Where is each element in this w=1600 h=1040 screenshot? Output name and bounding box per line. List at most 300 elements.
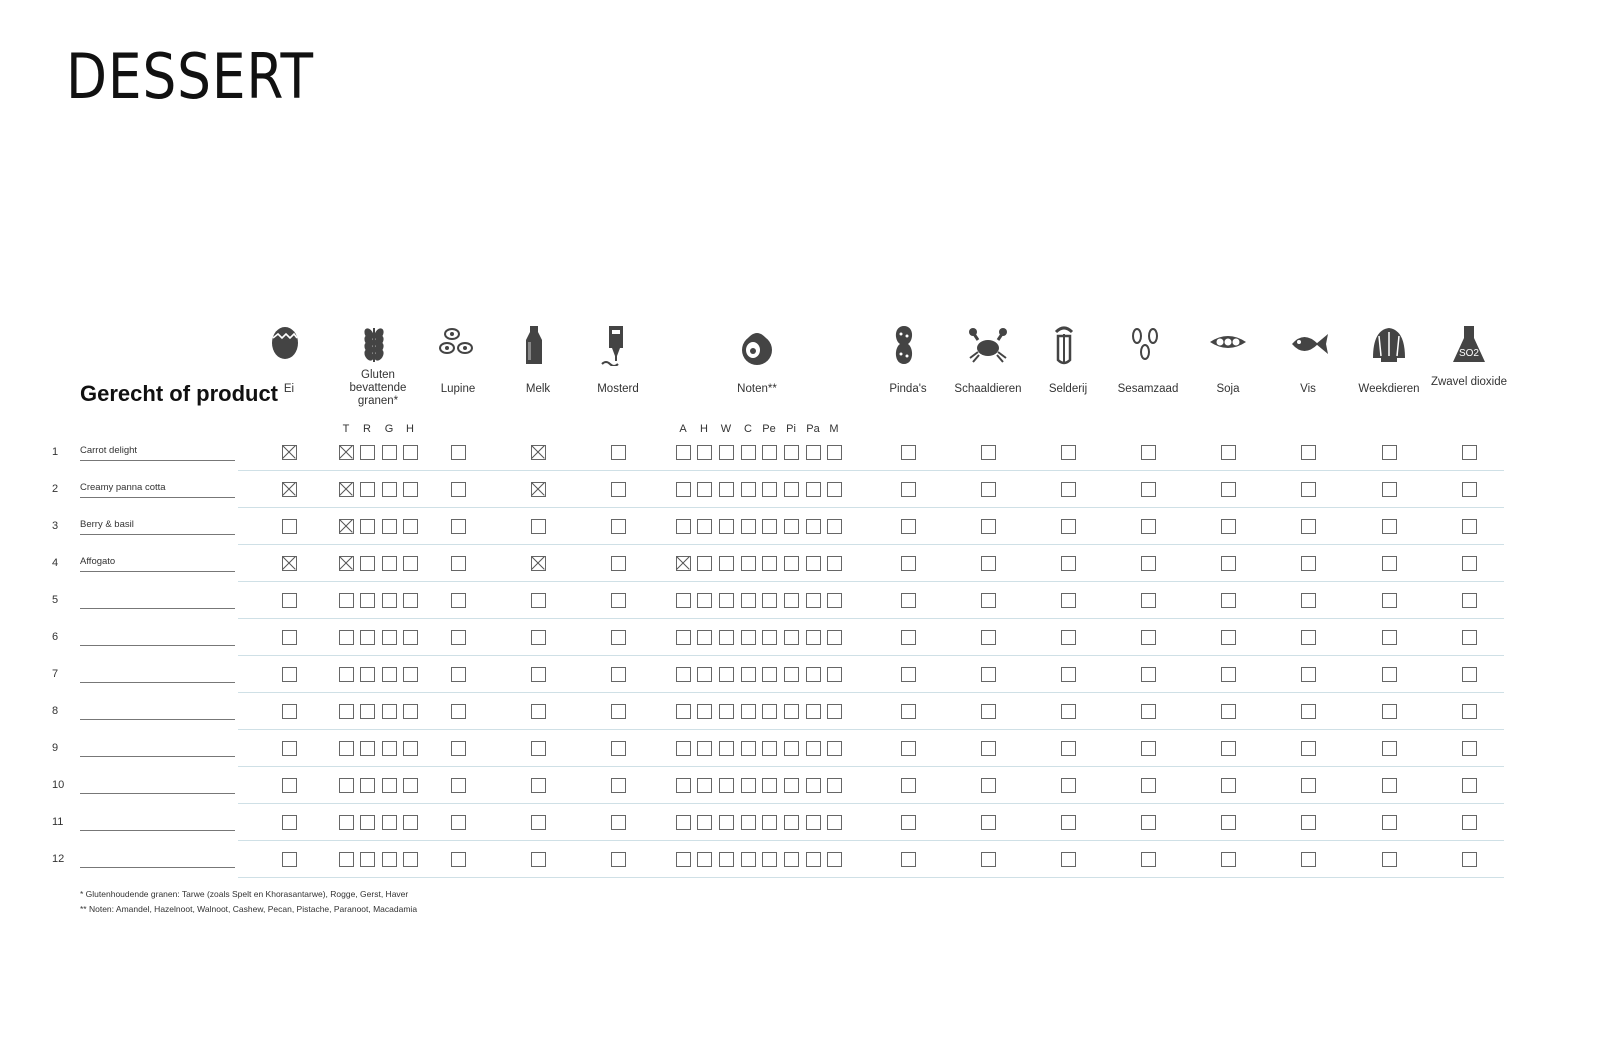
allergen-checkbox-lupine[interactable] (451, 630, 466, 645)
dish-name-field[interactable] (80, 703, 235, 720)
allergen-checkbox-vis[interactable] (1301, 741, 1316, 756)
allergen-checkbox-noten-C[interactable] (741, 593, 756, 608)
allergen-checkbox-soja[interactable] (1221, 741, 1236, 756)
allergen-checkbox-gluten-T[interactable] (339, 852, 354, 867)
allergen-checkbox-noten-Pi[interactable] (784, 741, 799, 756)
allergen-checkbox-melk[interactable] (531, 667, 546, 682)
allergen-checkbox-selderij[interactable] (1061, 630, 1076, 645)
allergen-checkbox-lupine[interactable] (451, 593, 466, 608)
allergen-checkbox-noten-H[interactable] (697, 519, 712, 534)
allergen-checkbox-gluten-R[interactable] (360, 667, 375, 682)
allergen-checkbox-gluten-R[interactable] (360, 741, 375, 756)
allergen-checkbox-noten-A[interactable] (676, 704, 691, 719)
allergen-checkbox-noten-C[interactable] (741, 741, 756, 756)
allergen-checkbox-melk[interactable] (531, 704, 546, 719)
allergen-checkbox-noten-Pa[interactable] (806, 815, 821, 830)
allergen-checkbox-noten-M[interactable] (827, 630, 842, 645)
allergen-checkbox-noten-Pe[interactable] (762, 482, 777, 497)
allergen-checkbox-noten-Pa[interactable] (806, 704, 821, 719)
allergen-checkbox-gluten-G[interactable] (382, 741, 397, 756)
dish-name-field[interactable]: Berry & basil (80, 518, 235, 535)
allergen-checkbox-noten-C[interactable] (741, 815, 756, 830)
allergen-checkbox-schaaldieren[interactable] (981, 667, 996, 682)
allergen-checkbox-noten-Pe[interactable] (762, 630, 777, 645)
allergen-checkbox-noten-Pi[interactable] (784, 556, 799, 571)
allergen-checkbox-pindas[interactable] (901, 593, 916, 608)
dish-name-field[interactable] (80, 592, 235, 609)
allergen-checkbox-noten-M[interactable] (827, 778, 842, 793)
allergen-checkbox-mosterd[interactable] (611, 593, 626, 608)
allergen-checkbox-noten-Pi[interactable] (784, 593, 799, 608)
allergen-checkbox-gluten-H[interactable] (403, 778, 418, 793)
dish-name-field[interactable] (80, 666, 235, 683)
allergen-checkbox-weekdieren[interactable] (1382, 741, 1397, 756)
allergen-checkbox-noten-C[interactable] (741, 630, 756, 645)
allergen-checkbox-ei[interactable] (282, 593, 297, 608)
allergen-checkbox-noten-Pa[interactable] (806, 778, 821, 793)
dish-name-field[interactable]: Creamy panna cotta (80, 481, 235, 498)
allergen-checkbox-zwavel[interactable] (1462, 741, 1477, 756)
allergen-checkbox-vis[interactable] (1301, 556, 1316, 571)
allergen-checkbox-noten-A[interactable] (676, 630, 691, 645)
dish-name-field[interactable] (80, 814, 235, 831)
allergen-checkbox-gluten-G[interactable] (382, 667, 397, 682)
allergen-checkbox-gluten-G[interactable] (382, 852, 397, 867)
allergen-checkbox-noten-Pi[interactable] (784, 482, 799, 497)
allergen-checkbox-zwavel[interactable] (1462, 704, 1477, 719)
dish-name-field[interactable] (80, 777, 235, 794)
allergen-checkbox-noten-M[interactable] (827, 667, 842, 682)
allergen-checkbox-melk[interactable] (531, 815, 546, 830)
allergen-checkbox-pindas[interactable] (901, 815, 916, 830)
allergen-checkbox-zwavel[interactable] (1462, 445, 1477, 460)
allergen-checkbox-noten-Pa[interactable] (806, 667, 821, 682)
allergen-checkbox-ei[interactable] (282, 852, 297, 867)
allergen-checkbox-noten-Pe[interactable] (762, 741, 777, 756)
allergen-checkbox-vis[interactable] (1301, 704, 1316, 719)
allergen-checkbox-gluten-R[interactable] (360, 482, 375, 497)
allergen-checkbox-noten-Pa[interactable] (806, 852, 821, 867)
allergen-checkbox-gluten-T[interactable] (339, 556, 354, 571)
allergen-checkbox-noten-C[interactable] (741, 445, 756, 460)
allergen-checkbox-noten-H[interactable] (697, 630, 712, 645)
allergen-checkbox-noten-Pe[interactable] (762, 704, 777, 719)
allergen-checkbox-weekdieren[interactable] (1382, 593, 1397, 608)
allergen-checkbox-zwavel[interactable] (1462, 482, 1477, 497)
allergen-checkbox-selderij[interactable] (1061, 445, 1076, 460)
allergen-checkbox-gluten-G[interactable] (382, 815, 397, 830)
allergen-checkbox-vis[interactable] (1301, 519, 1316, 534)
allergen-checkbox-gluten-H[interactable] (403, 741, 418, 756)
allergen-checkbox-noten-Pe[interactable] (762, 519, 777, 534)
allergen-checkbox-noten-Pi[interactable] (784, 445, 799, 460)
allergen-checkbox-weekdieren[interactable] (1382, 778, 1397, 793)
allergen-checkbox-zwavel[interactable] (1462, 593, 1477, 608)
allergen-checkbox-gluten-H[interactable] (403, 704, 418, 719)
allergen-checkbox-noten-C[interactable] (741, 852, 756, 867)
allergen-checkbox-weekdieren[interactable] (1382, 852, 1397, 867)
allergen-checkbox-vis[interactable] (1301, 593, 1316, 608)
allergen-checkbox-noten-C[interactable] (741, 778, 756, 793)
allergen-checkbox-vis[interactable] (1301, 667, 1316, 682)
allergen-checkbox-sesamzaad[interactable] (1141, 593, 1156, 608)
allergen-checkbox-schaaldieren[interactable] (981, 704, 996, 719)
allergen-checkbox-noten-Pi[interactable] (784, 519, 799, 534)
allergen-checkbox-ei[interactable] (282, 519, 297, 534)
allergen-checkbox-noten-A[interactable] (676, 667, 691, 682)
allergen-checkbox-gluten-G[interactable] (382, 556, 397, 571)
allergen-checkbox-lupine[interactable] (451, 852, 466, 867)
allergen-checkbox-ei[interactable] (282, 704, 297, 719)
allergen-checkbox-weekdieren[interactable] (1382, 482, 1397, 497)
allergen-checkbox-ei[interactable] (282, 667, 297, 682)
allergen-checkbox-soja[interactable] (1221, 630, 1236, 645)
allergen-checkbox-noten-M[interactable] (827, 556, 842, 571)
allergen-checkbox-noten-A[interactable] (676, 741, 691, 756)
allergen-checkbox-gluten-H[interactable] (403, 519, 418, 534)
allergen-checkbox-selderij[interactable] (1061, 556, 1076, 571)
allergen-checkbox-ei[interactable] (282, 815, 297, 830)
allergen-checkbox-sesamzaad[interactable] (1141, 630, 1156, 645)
allergen-checkbox-melk[interactable] (531, 482, 546, 497)
allergen-checkbox-weekdieren[interactable] (1382, 519, 1397, 534)
allergen-checkbox-mosterd[interactable] (611, 741, 626, 756)
allergen-checkbox-noten-H[interactable] (697, 556, 712, 571)
allergen-checkbox-noten-A[interactable] (676, 519, 691, 534)
allergen-checkbox-soja[interactable] (1221, 593, 1236, 608)
allergen-checkbox-melk[interactable] (531, 630, 546, 645)
allergen-checkbox-weekdieren[interactable] (1382, 556, 1397, 571)
allergen-checkbox-noten-M[interactable] (827, 445, 842, 460)
allergen-checkbox-mosterd[interactable] (611, 445, 626, 460)
allergen-checkbox-noten-A[interactable] (676, 815, 691, 830)
allergen-checkbox-noten-W[interactable] (719, 815, 734, 830)
allergen-checkbox-lupine[interactable] (451, 482, 466, 497)
allergen-checkbox-melk[interactable] (531, 778, 546, 793)
allergen-checkbox-pindas[interactable] (901, 556, 916, 571)
allergen-checkbox-noten-M[interactable] (827, 704, 842, 719)
allergen-checkbox-soja[interactable] (1221, 667, 1236, 682)
allergen-checkbox-sesamzaad[interactable] (1141, 556, 1156, 571)
allergen-checkbox-noten-Pi[interactable] (784, 815, 799, 830)
allergen-checkbox-soja[interactable] (1221, 482, 1236, 497)
allergen-checkbox-soja[interactable] (1221, 815, 1236, 830)
allergen-checkbox-noten-Pa[interactable] (806, 482, 821, 497)
allergen-checkbox-noten-Pi[interactable] (784, 852, 799, 867)
allergen-checkbox-noten-Pe[interactable] (762, 556, 777, 571)
allergen-checkbox-lupine[interactable] (451, 519, 466, 534)
allergen-checkbox-ei[interactable] (282, 556, 297, 571)
allergen-checkbox-noten-A[interactable] (676, 593, 691, 608)
allergen-checkbox-lupine[interactable] (451, 445, 466, 460)
allergen-checkbox-noten-M[interactable] (827, 852, 842, 867)
allergen-checkbox-sesamzaad[interactable] (1141, 778, 1156, 793)
allergen-checkbox-pindas[interactable] (901, 445, 916, 460)
allergen-checkbox-vis[interactable] (1301, 815, 1316, 830)
allergen-checkbox-gluten-G[interactable] (382, 778, 397, 793)
allergen-checkbox-noten-H[interactable] (697, 593, 712, 608)
allergen-checkbox-gluten-G[interactable] (382, 704, 397, 719)
allergen-checkbox-noten-W[interactable] (719, 593, 734, 608)
allergen-checkbox-gluten-T[interactable] (339, 519, 354, 534)
allergen-checkbox-schaaldieren[interactable] (981, 741, 996, 756)
allergen-checkbox-gluten-R[interactable] (360, 778, 375, 793)
allergen-checkbox-noten-H[interactable] (697, 741, 712, 756)
allergen-checkbox-noten-Pa[interactable] (806, 741, 821, 756)
allergen-checkbox-selderij[interactable] (1061, 741, 1076, 756)
allergen-checkbox-pindas[interactable] (901, 704, 916, 719)
allergen-checkbox-vis[interactable] (1301, 852, 1316, 867)
allergen-checkbox-noten-W[interactable] (719, 741, 734, 756)
allergen-checkbox-noten-A[interactable] (676, 445, 691, 460)
allergen-checkbox-mosterd[interactable] (611, 482, 626, 497)
allergen-checkbox-noten-C[interactable] (741, 704, 756, 719)
allergen-checkbox-noten-H[interactable] (697, 704, 712, 719)
allergen-checkbox-gluten-T[interactable] (339, 630, 354, 645)
allergen-checkbox-noten-A[interactable] (676, 482, 691, 497)
allergen-checkbox-sesamzaad[interactable] (1141, 519, 1156, 534)
allergen-checkbox-pindas[interactable] (901, 852, 916, 867)
allergen-checkbox-noten-H[interactable] (697, 815, 712, 830)
allergen-checkbox-noten-C[interactable] (741, 556, 756, 571)
allergen-checkbox-selderij[interactable] (1061, 704, 1076, 719)
allergen-checkbox-zwavel[interactable] (1462, 556, 1477, 571)
allergen-checkbox-gluten-H[interactable] (403, 815, 418, 830)
allergen-checkbox-sesamzaad[interactable] (1141, 852, 1156, 867)
allergen-checkbox-zwavel[interactable] (1462, 519, 1477, 534)
dish-name-field[interactable]: Affogato (80, 555, 235, 572)
allergen-checkbox-noten-H[interactable] (697, 667, 712, 682)
allergen-checkbox-mosterd[interactable] (611, 519, 626, 534)
allergen-checkbox-noten-Pe[interactable] (762, 445, 777, 460)
allergen-checkbox-sesamzaad[interactable] (1141, 815, 1156, 830)
allergen-checkbox-noten-W[interactable] (719, 667, 734, 682)
allergen-checkbox-zwavel[interactable] (1462, 630, 1477, 645)
allergen-checkbox-selderij[interactable] (1061, 852, 1076, 867)
allergen-checkbox-noten-C[interactable] (741, 482, 756, 497)
allergen-checkbox-lupine[interactable] (451, 704, 466, 719)
allergen-checkbox-mosterd[interactable] (611, 556, 626, 571)
allergen-checkbox-noten-W[interactable] (719, 556, 734, 571)
allergen-checkbox-gluten-T[interactable] (339, 593, 354, 608)
allergen-checkbox-gluten-R[interactable] (360, 852, 375, 867)
allergen-checkbox-mosterd[interactable] (611, 704, 626, 719)
allergen-checkbox-zwavel[interactable] (1462, 778, 1477, 793)
allergen-checkbox-selderij[interactable] (1061, 667, 1076, 682)
allergen-checkbox-noten-W[interactable] (719, 445, 734, 460)
allergen-checkbox-sesamzaad[interactable] (1141, 704, 1156, 719)
allergen-checkbox-schaaldieren[interactable] (981, 519, 996, 534)
allergen-checkbox-vis[interactable] (1301, 630, 1316, 645)
allergen-checkbox-weekdieren[interactable] (1382, 815, 1397, 830)
allergen-checkbox-selderij[interactable] (1061, 482, 1076, 497)
allergen-checkbox-selderij[interactable] (1061, 593, 1076, 608)
allergen-checkbox-soja[interactable] (1221, 852, 1236, 867)
allergen-checkbox-melk[interactable] (531, 593, 546, 608)
allergen-checkbox-gluten-H[interactable] (403, 630, 418, 645)
allergen-checkbox-schaaldieren[interactable] (981, 852, 996, 867)
allergen-checkbox-noten-Pa[interactable] (806, 445, 821, 460)
allergen-checkbox-weekdieren[interactable] (1382, 667, 1397, 682)
allergen-checkbox-soja[interactable] (1221, 445, 1236, 460)
allergen-checkbox-schaaldieren[interactable] (981, 778, 996, 793)
allergen-checkbox-soja[interactable] (1221, 704, 1236, 719)
allergen-checkbox-gluten-T[interactable] (339, 667, 354, 682)
allergen-checkbox-gluten-T[interactable] (339, 741, 354, 756)
allergen-checkbox-ei[interactable] (282, 778, 297, 793)
allergen-checkbox-lupine[interactable] (451, 556, 466, 571)
allergen-checkbox-gluten-T[interactable] (339, 704, 354, 719)
allergen-checkbox-mosterd[interactable] (611, 852, 626, 867)
allergen-checkbox-gluten-R[interactable] (360, 815, 375, 830)
allergen-checkbox-noten-Pi[interactable] (784, 667, 799, 682)
allergen-checkbox-mosterd[interactable] (611, 778, 626, 793)
allergen-checkbox-soja[interactable] (1221, 519, 1236, 534)
allergen-checkbox-soja[interactable] (1221, 778, 1236, 793)
allergen-checkbox-noten-Pa[interactable] (806, 556, 821, 571)
allergen-checkbox-schaaldieren[interactable] (981, 593, 996, 608)
allergen-checkbox-noten-H[interactable] (697, 852, 712, 867)
allergen-checkbox-gluten-H[interactable] (403, 556, 418, 571)
allergen-checkbox-pindas[interactable] (901, 519, 916, 534)
allergen-checkbox-ei[interactable] (282, 741, 297, 756)
allergen-checkbox-gluten-T[interactable] (339, 445, 354, 460)
allergen-checkbox-pindas[interactable] (901, 630, 916, 645)
allergen-checkbox-gluten-H[interactable] (403, 852, 418, 867)
allergen-checkbox-sesamzaad[interactable] (1141, 741, 1156, 756)
allergen-checkbox-noten-A[interactable] (676, 778, 691, 793)
allergen-checkbox-noten-Pe[interactable] (762, 593, 777, 608)
allergen-checkbox-noten-A[interactable] (676, 556, 691, 571)
allergen-checkbox-gluten-G[interactable] (382, 593, 397, 608)
allergen-checkbox-noten-C[interactable] (741, 519, 756, 534)
allergen-checkbox-lupine[interactable] (451, 778, 466, 793)
allergen-checkbox-gluten-R[interactable] (360, 704, 375, 719)
allergen-checkbox-melk[interactable] (531, 741, 546, 756)
allergen-checkbox-sesamzaad[interactable] (1141, 667, 1156, 682)
allergen-checkbox-noten-Pa[interactable] (806, 630, 821, 645)
allergen-checkbox-pindas[interactable] (901, 778, 916, 793)
allergen-checkbox-schaaldieren[interactable] (981, 482, 996, 497)
allergen-checkbox-noten-A[interactable] (676, 852, 691, 867)
allergen-checkbox-sesamzaad[interactable] (1141, 482, 1156, 497)
allergen-checkbox-gluten-G[interactable] (382, 519, 397, 534)
dish-name-field[interactable]: Carrot delight (80, 444, 235, 461)
allergen-checkbox-ei[interactable] (282, 482, 297, 497)
allergen-checkbox-gluten-R[interactable] (360, 556, 375, 571)
allergen-checkbox-lupine[interactable] (451, 667, 466, 682)
allergen-checkbox-pindas[interactable] (901, 482, 916, 497)
allergen-checkbox-gluten-T[interactable] (339, 482, 354, 497)
allergen-checkbox-pindas[interactable] (901, 741, 916, 756)
allergen-checkbox-gluten-R[interactable] (360, 445, 375, 460)
allergen-checkbox-selderij[interactable] (1061, 778, 1076, 793)
allergen-checkbox-noten-Pi[interactable] (784, 630, 799, 645)
allergen-checkbox-noten-Pe[interactable] (762, 778, 777, 793)
allergen-checkbox-schaaldieren[interactable] (981, 815, 996, 830)
allergen-checkbox-noten-C[interactable] (741, 667, 756, 682)
allergen-checkbox-gluten-H[interactable] (403, 667, 418, 682)
allergen-checkbox-noten-W[interactable] (719, 852, 734, 867)
allergen-checkbox-ei[interactable] (282, 445, 297, 460)
allergen-checkbox-gluten-G[interactable] (382, 630, 397, 645)
allergen-checkbox-zwavel[interactable] (1462, 667, 1477, 682)
allergen-checkbox-noten-Pa[interactable] (806, 519, 821, 534)
allergen-checkbox-selderij[interactable] (1061, 519, 1076, 534)
allergen-checkbox-noten-W[interactable] (719, 704, 734, 719)
dish-name-field[interactable] (80, 629, 235, 646)
allergen-checkbox-noten-W[interactable] (719, 519, 734, 534)
allergen-checkbox-zwavel[interactable] (1462, 852, 1477, 867)
allergen-checkbox-mosterd[interactable] (611, 630, 626, 645)
allergen-checkbox-noten-Pi[interactable] (784, 778, 799, 793)
allergen-checkbox-lupine[interactable] (451, 741, 466, 756)
allergen-checkbox-gluten-H[interactable] (403, 445, 418, 460)
allergen-checkbox-gluten-R[interactable] (360, 519, 375, 534)
allergen-checkbox-noten-H[interactable] (697, 445, 712, 460)
allergen-checkbox-selderij[interactable] (1061, 815, 1076, 830)
dish-name-field[interactable] (80, 851, 235, 868)
allergen-checkbox-noten-Pe[interactable] (762, 815, 777, 830)
allergen-checkbox-gluten-R[interactable] (360, 630, 375, 645)
allergen-checkbox-gluten-T[interactable] (339, 815, 354, 830)
allergen-checkbox-weekdieren[interactable] (1382, 704, 1397, 719)
allergen-checkbox-melk[interactable] (531, 852, 546, 867)
allergen-checkbox-gluten-H[interactable] (403, 482, 418, 497)
allergen-checkbox-ei[interactable] (282, 630, 297, 645)
allergen-checkbox-pindas[interactable] (901, 667, 916, 682)
allergen-checkbox-gluten-R[interactable] (360, 593, 375, 608)
allergen-checkbox-schaaldieren[interactable] (981, 630, 996, 645)
allergen-checkbox-vis[interactable] (1301, 778, 1316, 793)
allergen-checkbox-schaaldieren[interactable] (981, 556, 996, 571)
allergen-checkbox-gluten-G[interactable] (382, 445, 397, 460)
allergen-checkbox-gluten-T[interactable] (339, 778, 354, 793)
allergen-checkbox-melk[interactable] (531, 519, 546, 534)
allergen-checkbox-sesamzaad[interactable] (1141, 445, 1156, 460)
allergen-checkbox-lupine[interactable] (451, 815, 466, 830)
allergen-checkbox-noten-W[interactable] (719, 778, 734, 793)
allergen-checkbox-zwavel[interactable] (1462, 815, 1477, 830)
allergen-checkbox-noten-M[interactable] (827, 482, 842, 497)
allergen-checkbox-vis[interactable] (1301, 482, 1316, 497)
allergen-checkbox-weekdieren[interactable] (1382, 630, 1397, 645)
allergen-checkbox-mosterd[interactable] (611, 667, 626, 682)
allergen-checkbox-noten-H[interactable] (697, 482, 712, 497)
allergen-checkbox-noten-Pe[interactable] (762, 667, 777, 682)
allergen-checkbox-noten-W[interactable] (719, 630, 734, 645)
allergen-checkbox-weekdieren[interactable] (1382, 445, 1397, 460)
dish-name-field[interactable] (80, 740, 235, 757)
allergen-checkbox-noten-M[interactable] (827, 593, 842, 608)
allergen-checkbox-noten-M[interactable] (827, 519, 842, 534)
allergen-checkbox-soja[interactable] (1221, 556, 1236, 571)
allergen-checkbox-mosterd[interactable] (611, 815, 626, 830)
allergen-checkbox-gluten-G[interactable] (382, 482, 397, 497)
allergen-checkbox-noten-Pe[interactable] (762, 852, 777, 867)
allergen-checkbox-melk[interactable] (531, 445, 546, 460)
allergen-checkbox-noten-M[interactable] (827, 741, 842, 756)
allergen-checkbox-noten-M[interactable] (827, 815, 842, 830)
allergen-checkbox-vis[interactable] (1301, 445, 1316, 460)
allergen-checkbox-noten-Pa[interactable] (806, 593, 821, 608)
allergen-checkbox-melk[interactable] (531, 556, 546, 571)
allergen-checkbox-gluten-H[interactable] (403, 593, 418, 608)
allergen-checkbox-noten-Pi[interactable] (784, 704, 799, 719)
allergen-checkbox-noten-W[interactable] (719, 482, 734, 497)
allergen-checkbox-noten-H[interactable] (697, 778, 712, 793)
allergen-checkbox-schaaldieren[interactable] (981, 445, 996, 460)
